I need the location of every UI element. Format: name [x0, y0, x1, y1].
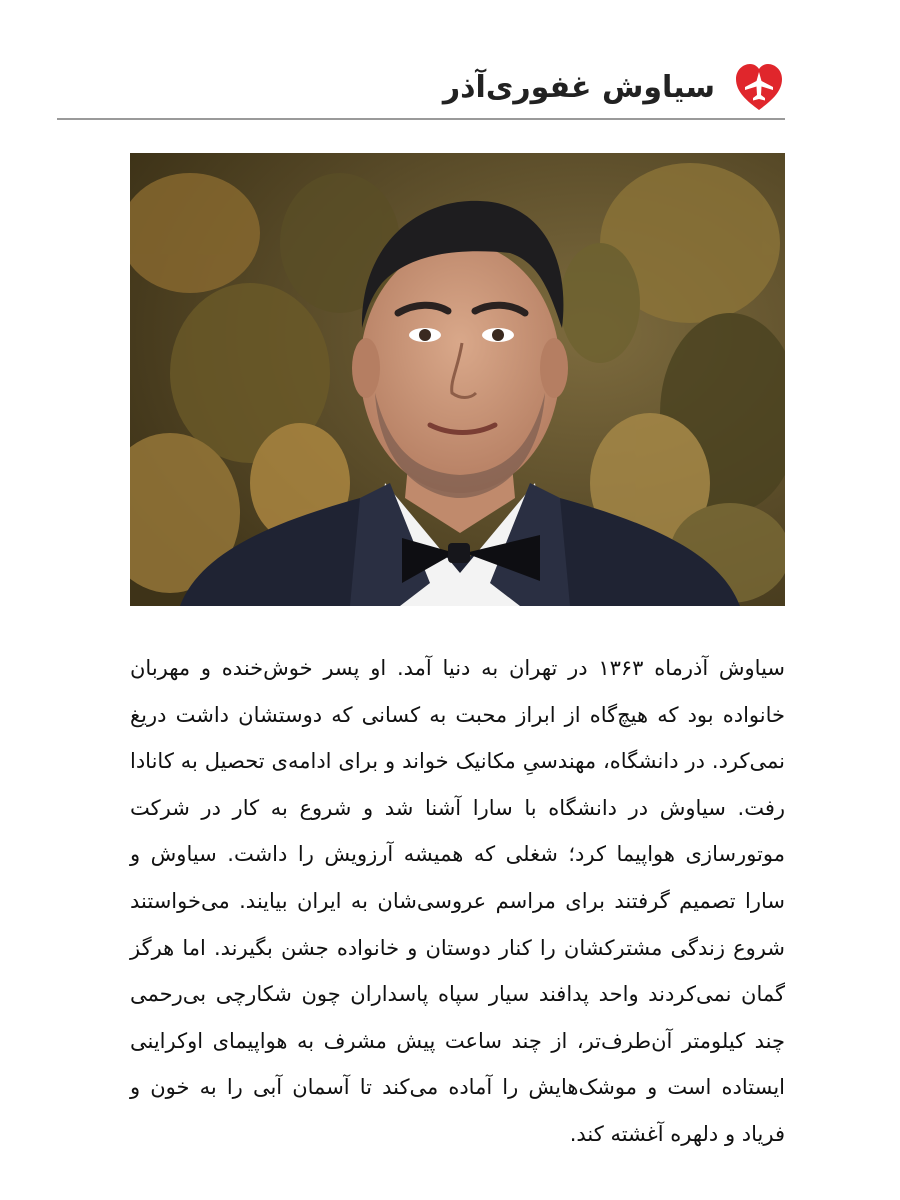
portrait-illustration [130, 153, 785, 606]
page-title: سیاوش غفوری‌آذر [442, 69, 715, 105]
portrait-photo [130, 153, 785, 606]
heart-plane-icon [733, 61, 785, 113]
header-divider [57, 118, 785, 120]
page-header [57, 55, 785, 119]
biography-text: سیاوش آذرماه ۱۳۶۳ در تهران به دنیا آمد. او پسر خوش‌خنده و مهربان خانواده بود که هیچ‌گاه از ابراز محبت به کسانی که دوستشان داشت دریغ نمی‌کرد. در دانشگاه، مهندسیِ مکانیک خواند و برای ادامه‌ی تحصیل به کانادا رفت. سیاوش در دانشگاه با سارا آشنا شد و شروع به کار در شرکت موتورسازی هواپیما کرد؛ شغلی که همیشه آرزویش را داشت. سیاوش و سارا تصمیم گرفتند برای مراسم عروسی‌شان به ایران بیایند. می‌خواستند شروع زندگی مشترکشان را کنار دوستان و خانواده جشن بگیرند. اما هرگز گمان نمی‌کردند واحد پدافند سیار سپاه پاسداران چون شکارچی بی‌رحمی چند کیلومتر آن‌طرف‌تر، از چند ساعت پیش مشرف به هواپیمای اوکراینی ایستاده است و موشک‌هایش را آماده می‌کند تا آسمان آبی را به خون و فریاد و دلهره آغشته کند. [130, 656, 786, 1146]
